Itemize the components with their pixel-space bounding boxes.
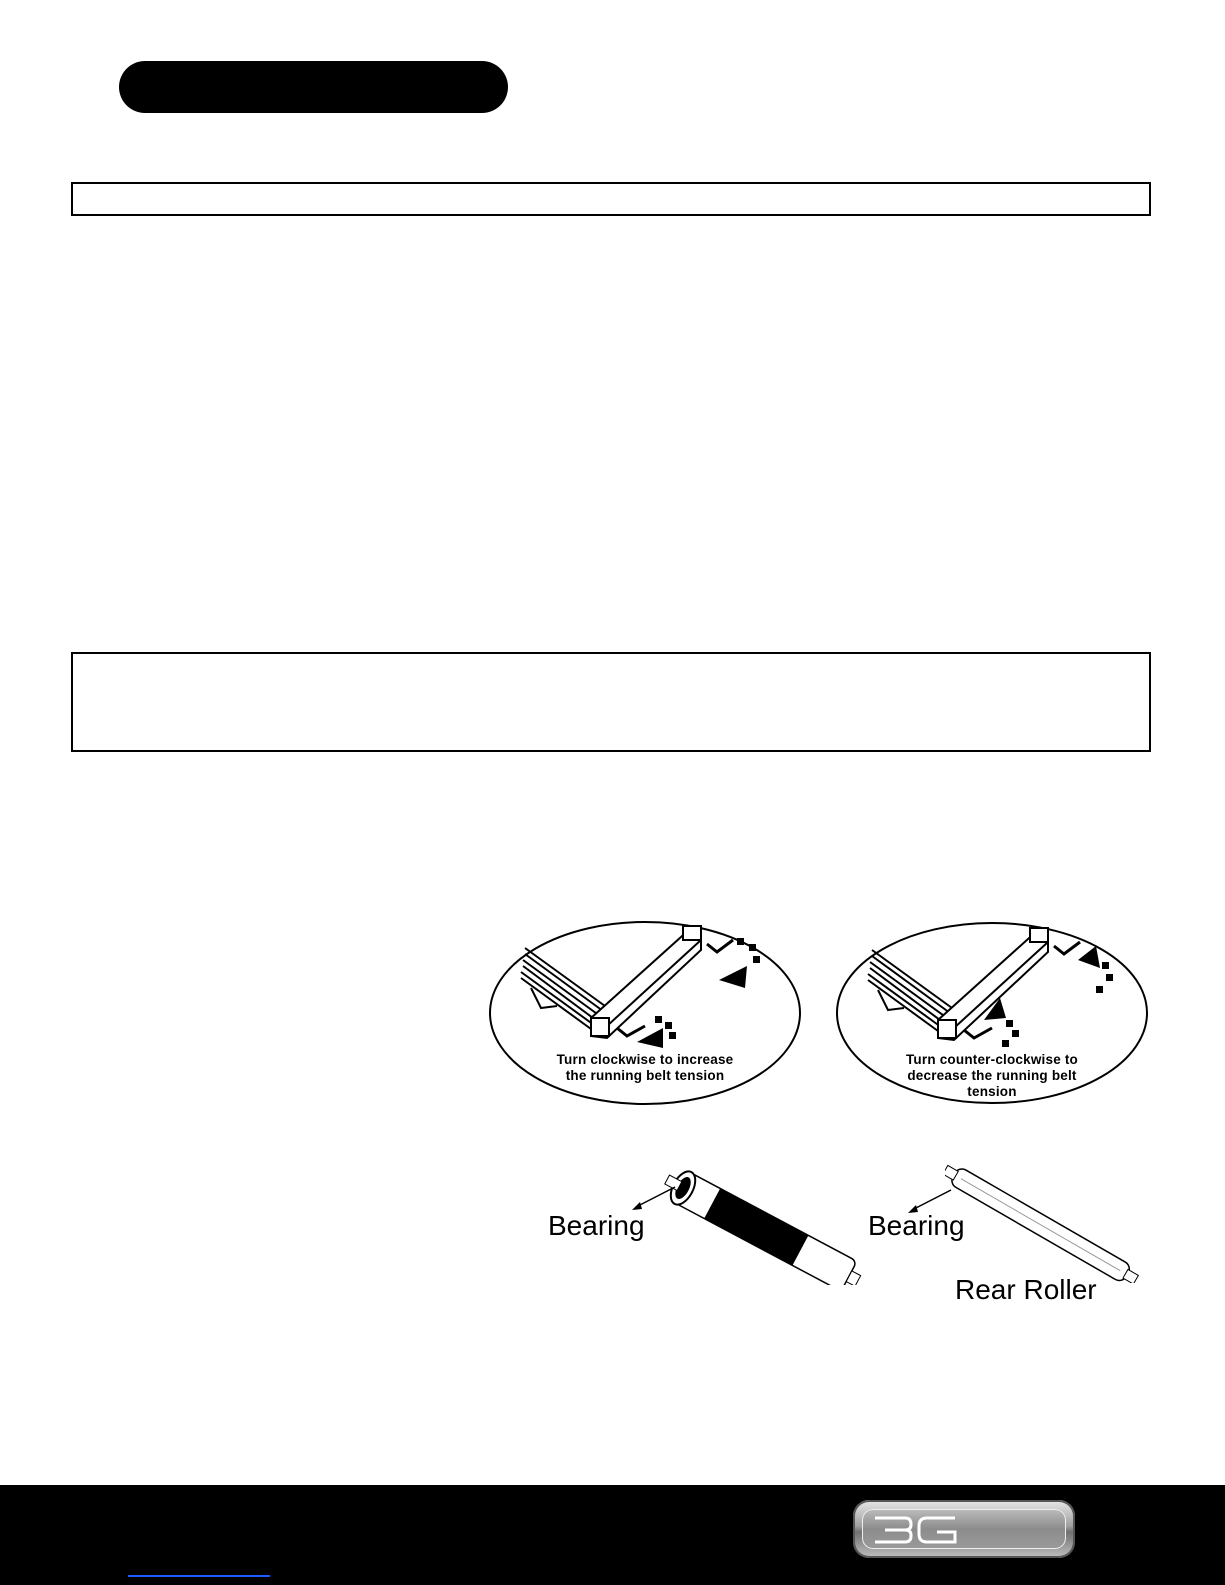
rear-bearing-label: Bearing: [868, 1210, 965, 1241]
rear-roller-illustration: [945, 1163, 1145, 1283]
section-heading-pill: [119, 61, 508, 113]
rear-roller-icon: [945, 1163, 1145, 1283]
counterclockwise-caption: Turn counter-clockwise to decrease the running belt tension: [905, 1052, 1079, 1099]
note-box: [71, 182, 1151, 216]
3g-logo-icon: [853, 1500, 1075, 1558]
front-roller-illustration: [625, 1155, 870, 1285]
clockwise-caption: Turn clockwise to increase the running belt tension: [556, 1052, 734, 1083]
rear-roller-label: Rear Roller: [955, 1274, 1097, 1305]
3g-logo-mark-icon: [871, 1514, 961, 1546]
clockwise-tension-illustration: [487, 918, 803, 1108]
counterclockwise-tension-illustration: [834, 920, 1150, 1110]
warning-box: [71, 652, 1151, 752]
front-bearing-label: Bearing: [548, 1210, 645, 1241]
front-roller-icon: [625, 1155, 870, 1285]
footer-link[interactable]: [128, 1575, 270, 1577]
